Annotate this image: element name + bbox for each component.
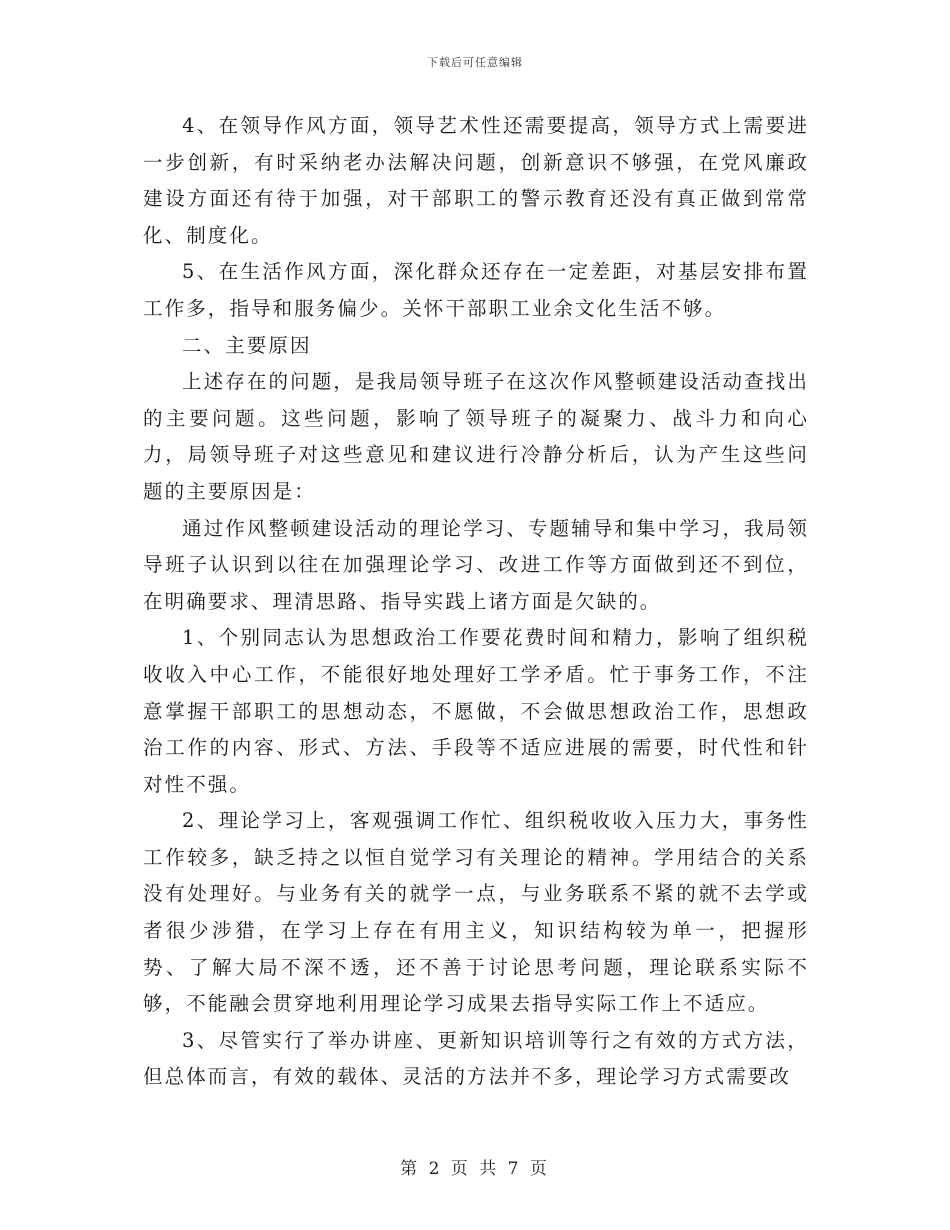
header-note: 下载后可任意编辑 — [427, 56, 523, 69]
paragraph-reason-2: 2、理论学习上，客观强调工作忙、组织税收收入压力大，事务性工作较多，缺乏持之以恒自觉学习有关理论的精神。学用结合的关系没有处理好。与业务有关的就学一点，与业务联系不紧的就不去学或者很少涉猎，在学习上存在有用主义，知识结构较为单一，把握形势、了解大局不深不透，还不善于讨论思考问题，理论联系实际不够，不能融会贯穿地利用理论学习成果去指导实际工作上不适应。 — [143, 809, 809, 1016]
paragraph-theory-study: 通过作风整顿建设活动的理论学习、专题辅导和集中学习，我局领导班子认识到以往在加强理论学习、改进工作等方面做到还不到位，在明确要求、理清思路、指导实践上诸方面是欠缺的。 — [143, 516, 809, 613]
paragraph-reason-3: 3、尽管实行了举办讲座、更新知识培训等行之有效的方式方法，但总体而言，有效的载体、灵活的方法并不多，理论学习方式需要改 — [143, 1028, 809, 1089]
page-number: 第 2 页 共 7 页 — [400, 1159, 550, 1179]
paragraph-reason-1: 1、个别同志认为思想政治工作要花费时间和精力，影响了组织税收收入中心工作，不能很好地处理好工学矛盾。忙于事务工作，不注意掌握干部职工的思想动态，不愿做，不会做思想政治工作，思想政治工作的内容、形式、方法、手段等不适应进展的需要，时代性和针对性不强。 — [143, 626, 809, 796]
paragraph-leadership-style: 4、在领导作风方面，领导艺术性还需要提高，领导方式上需要进一步创新，有时采纳老办法解决问题，创新意识不够强，在党风廉政建设方面还有待于加强，对干部职工的警示教育还没有真正做到常常化、制度化。 — [143, 114, 809, 247]
document-body — [143, 108, 809, 1096]
paragraph-life-style: 5、在生活作风方面，深化群众还存在一定差距，对基层安排布置工作多，指导和服务偏少。关怀干部职工业余文化生活不够。 — [143, 260, 809, 320]
paragraph-problems-summary: 上述存在的问题，是我局领导班子在这次作风整顿建设活动查找出的主要问题。这些问题，影响了领导班子的凝聚力、战斗力和向心力，局领导班子对这些意见和建议进行冷静分析后，认为产生这些问题的主要原因是： — [143, 370, 809, 503]
section-heading-main-reasons: 二、主要原因 — [182, 333, 312, 357]
